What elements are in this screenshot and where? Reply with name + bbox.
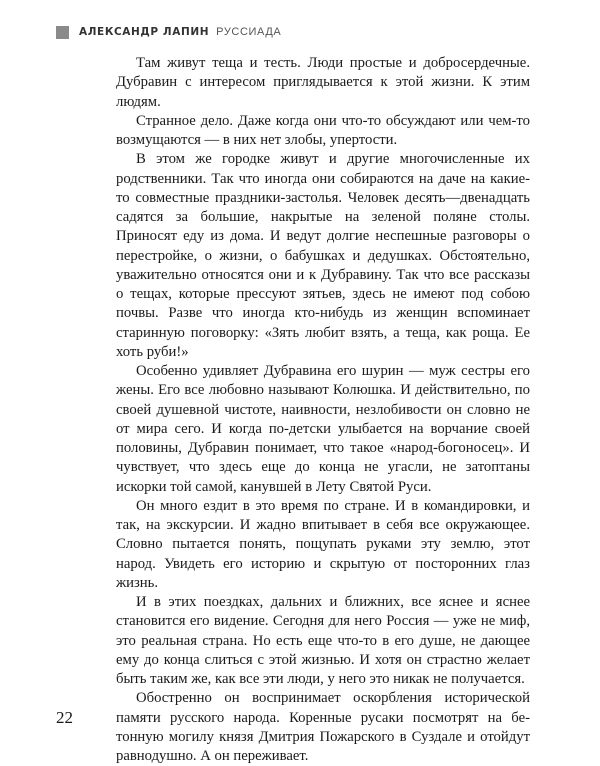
paragraph-7: Обостренно он воспринимает оскорбления исторической памяти русского народа. Коренные русаки посмотрят на бетонную могилу князя Дмитрия Пожарского в Суздале и отойдут равнодушно. А он переживает.	[116, 690, 530, 764]
paragraph-2: Странное дело. Даже когда они что-то обсуждают или чем-то возмущаются — в них нет злобы, упертости.	[116, 112, 530, 148]
running-header	[56, 24, 281, 40]
paragraph-1: Там живут теща и тесть. Люди простые и добросердечные. Дубравин с интересом приглядывается к этой жизни. К этим людям.	[116, 55, 530, 110]
paragraph-6: И в этих поездках, дальних и ближних, все яснее и яснее становится его видение. Сегодня для него Россия — уже не миф, это реальная страна. Но есть еще что-то в его душе, не дающее ему до конца слиться с этой жизнью. И хотя он страстно желает быть таким же, как все эти люди, у него это никак не получается.	[116, 594, 530, 687]
body-text	[116, 54, 530, 766]
paragraph-4: Особенно удивляет Дубравина его шурин — муж сестры его жены. Его все любовно называют Колюшка. И действительно, по своей душевной чистоте, наивности, незлобивости он словно не от мира сего. И когда по-детски улыбается на ворчание своей половины, Дубравин понимает, что такое «народ-богоносец». И чувствует, что здесь еще до конца не угасли, не затоптаны искорки той самой, канувшей в Лету Святой Руси.	[116, 363, 530, 495]
page-number: 22	[56, 708, 73, 727]
header-book-title: РУССИАДА	[216, 26, 282, 38]
header-author: АЛЕКСАНДР ЛАПИН	[79, 26, 210, 38]
paragraph-5: Он много ездит в это время по стране. И в командировки, и так, на экскурсии. И жадно впитывает в себя все окружающее. Словно пытается понять, пощупать руками эту землю, этот народ. Увидеть его историю и скрытую от посторонних глаз жизнь.	[116, 497, 530, 591]
paragraph-3: В этом же городке живут и другие многочисленные их родственники. Так что иногда они собираются на даче на какие-то совместные праздники-застолья. Человек десять—двенадцать садятся за большие, накрытые на зеленой поляне столы. Приносят еду из дома. И ведут долгие неспешные разговоры о перестройке, о жизни, о бабушках и дедушках. Обстоятельно, уважительно относятся они и к Дубравину. Так что все рассказы о тещах, которые прессуют зятьев, здесь не имеют под собою почвы. Разве что иногда кто-нибудь из женщин вспоминает старинную поговорку: «Зять любит взять, а теща, как роща. Ее хоть руби!»	[116, 151, 530, 360]
header-square-marker	[56, 26, 69, 39]
